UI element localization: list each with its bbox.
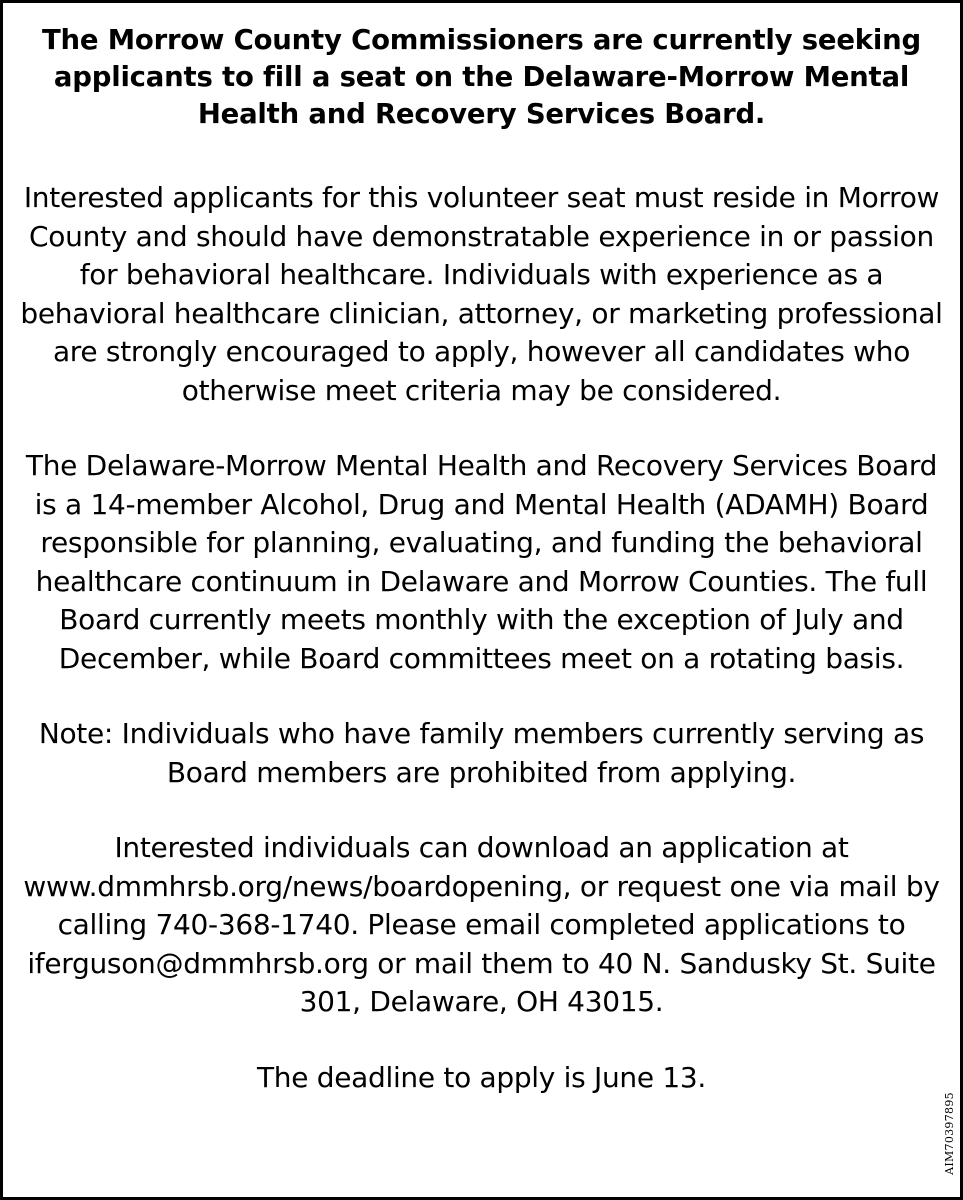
ad-code-text: AIM70397895 — [942, 1091, 956, 1175]
notice-headline: The Morrow County Commissioners are currently seeking applicants to fill a seat on the Delaware-Morrow Mental Health and Recovery Services Board. — [42, 24, 921, 130]
ad-reference-code — [941, 1088, 957, 1178]
deadline-paragraph: The deadline to apply is June 13. — [256, 1060, 707, 1094]
board-description-paragraph: The Delaware-Morrow Mental Health and Recovery Services Board is a 14-member Alcohol, Drug and Mental Health (ADAMH) Board responsible for planning, evaluating, and funding the behavioral healthcare continuum in Delaware and Morrow Counties. The full Board currently meets monthly with the exception of July and December, while Board committees meet on a rotating basis. — [25, 449, 938, 675]
public-notice — [18, 22, 945, 1097]
family-restriction-note: Note: Individuals who have family members currently serving as Board members are prohibited from applying. — [38, 717, 925, 789]
eligibility-paragraph: Interested applicants for this volunteer seat must reside in Morrow County and should have demonstratable experience in or passion for behavioral healthcare. Individuals with experience as a behavioral healthcare clinician, attorney, or marketing professional are strongly encouraged to apply, however all candidates who otherwise meet criteria may be considered. — [20, 181, 943, 407]
application-instructions-paragraph: Interested individuals can download an application at www.dmmhrsb.org/news/boardopening, or request one via mail by calling 740-368-1740. Please email completed applications to iferguson@dmmhrsb.org or mail them to 40 N. Sandusky St. Suite 301, Delaware, OH 43015. — [23, 831, 940, 1018]
